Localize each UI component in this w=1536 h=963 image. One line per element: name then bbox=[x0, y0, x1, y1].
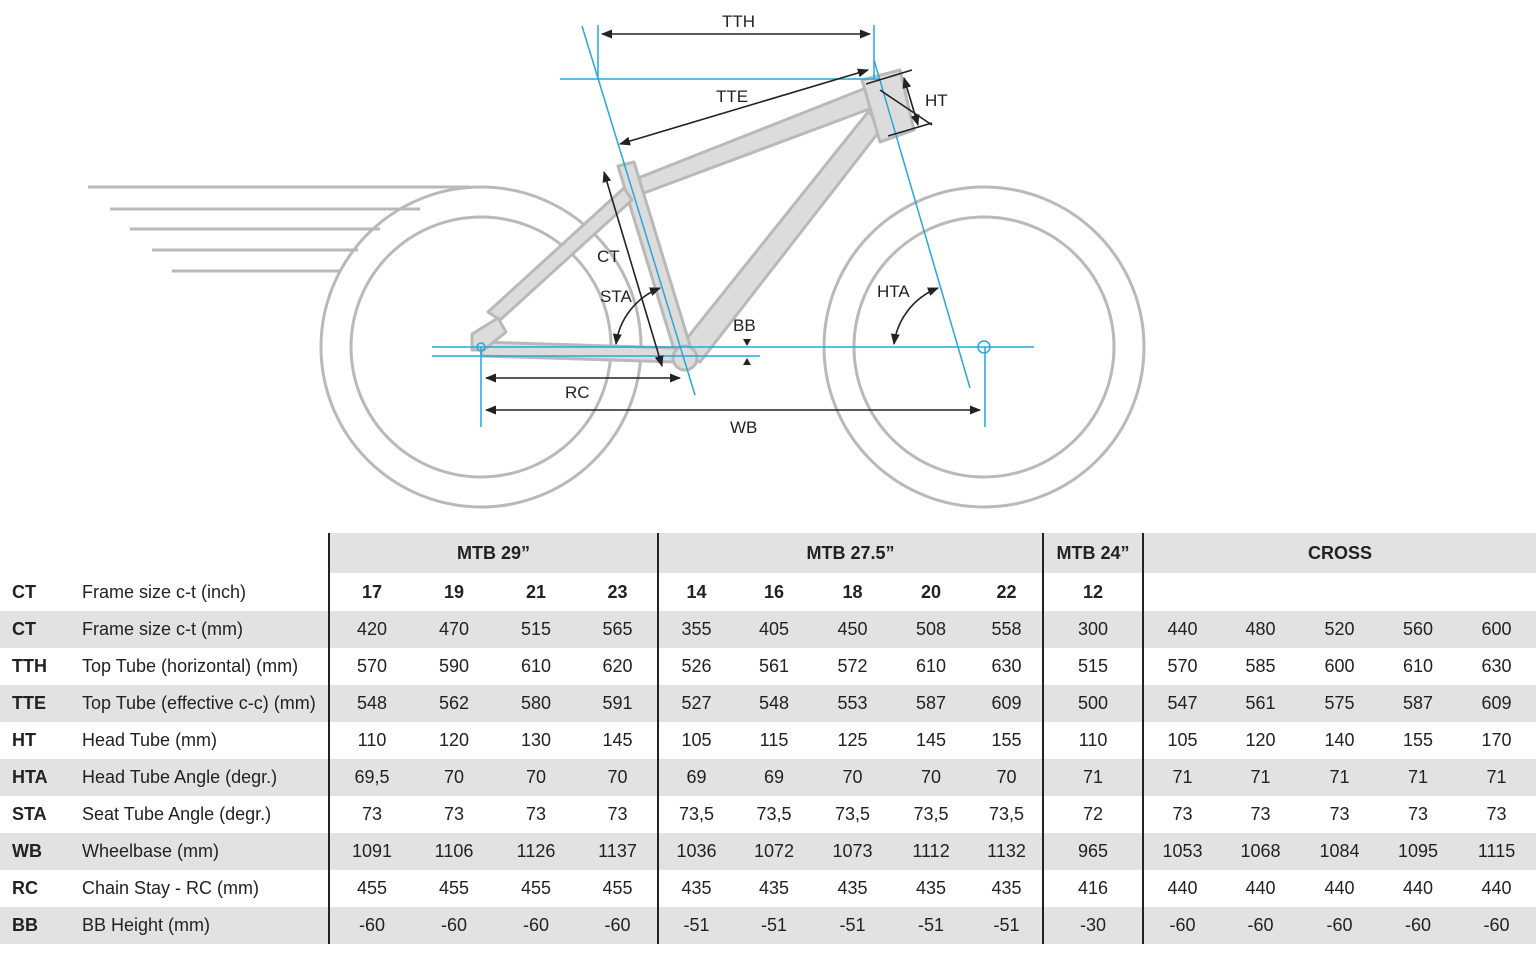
row-code: CT bbox=[12, 581, 36, 602]
table-cell: 70 bbox=[814, 759, 891, 796]
table-cell: -60 bbox=[1300, 907, 1379, 944]
table-cell: 70 bbox=[494, 759, 578, 796]
table-cell: 610 bbox=[1403, 656, 1434, 676]
table-cell: 548 bbox=[329, 685, 414, 722]
table-cell: 558 bbox=[971, 611, 1043, 648]
table-cell: 73 bbox=[1329, 804, 1350, 824]
table-cell: 1126 bbox=[494, 833, 578, 870]
table-cell: 19 bbox=[443, 581, 465, 602]
table-cell: 73,5 bbox=[913, 804, 949, 824]
row-code: CT bbox=[0, 611, 80, 648]
label-wb: WB bbox=[730, 418, 758, 437]
table-cell: 420 bbox=[329, 611, 414, 648]
table-cell: 526 bbox=[658, 648, 734, 685]
table-cell: 450 bbox=[814, 611, 891, 648]
table-cell: 585 bbox=[1245, 656, 1276, 676]
table-cell: 170 bbox=[1481, 730, 1512, 750]
row-code: HT bbox=[12, 730, 36, 750]
table-cell: 14 bbox=[658, 573, 734, 611]
table-cell: -51 bbox=[814, 907, 891, 944]
table-cell: 145 bbox=[915, 730, 947, 750]
group-header: MTB 24” bbox=[1043, 533, 1143, 573]
table-cell: 562 bbox=[414, 685, 494, 722]
table-cell: 71 bbox=[1143, 759, 1221, 796]
table-cell: 561 bbox=[758, 656, 790, 676]
table-cell: 22 bbox=[996, 581, 1017, 602]
row-label: Frame size c-t (inch) bbox=[82, 581, 247, 602]
table-cell: -60 bbox=[494, 907, 578, 944]
row-label: Seat Tube Angle (degr.) bbox=[82, 804, 272, 824]
table-cell: 1115 bbox=[1457, 833, 1536, 870]
table-cell: 73 bbox=[443, 804, 465, 824]
table-cell: 1036 bbox=[658, 833, 734, 870]
table-cell: 73,5 bbox=[756, 804, 792, 824]
table-cell: 965 bbox=[1043, 833, 1143, 870]
group-header: CROSS bbox=[1143, 533, 1536, 573]
label-hta: HTA bbox=[877, 282, 910, 301]
table-cell: 105 bbox=[1143, 722, 1221, 759]
table-cell: 1073 bbox=[814, 833, 891, 870]
table-cell: 455 bbox=[520, 878, 552, 898]
table-cell: 435 bbox=[658, 870, 734, 907]
table-row bbox=[0, 648, 1536, 685]
table-cell: 20 bbox=[921, 581, 942, 602]
table-cell: 1084 bbox=[1300, 833, 1379, 870]
table-cell: -60 bbox=[1221, 907, 1300, 944]
row-label: Top Tube (effective c-c) (mm) bbox=[80, 685, 329, 722]
table-cell: 440 bbox=[1245, 878, 1276, 898]
table-cell: 470 bbox=[414, 611, 494, 648]
table-cell: 591 bbox=[578, 685, 658, 722]
label-tte: TTE bbox=[716, 87, 749, 106]
table-cell: 69,5 bbox=[329, 759, 414, 796]
table-row bbox=[0, 870, 1536, 907]
table-row bbox=[0, 833, 1536, 870]
table-cell: 630 bbox=[991, 656, 1022, 676]
table-cell: 600 bbox=[1457, 611, 1536, 648]
table-cell: -51 bbox=[971, 907, 1043, 944]
table-cell bbox=[1457, 573, 1536, 611]
table-cell: 73 bbox=[525, 804, 547, 824]
label-tth: TTH bbox=[722, 12, 756, 31]
table-cell: 73 bbox=[329, 796, 414, 833]
table-row bbox=[0, 907, 1536, 944]
table-cell: 71 bbox=[1300, 759, 1379, 796]
table-cell: 70 bbox=[414, 759, 494, 796]
table-cell: 110 bbox=[1043, 722, 1143, 759]
table-cell: 73,5 bbox=[834, 804, 871, 824]
table-cell: 455 bbox=[329, 870, 414, 907]
table-cell: 416 bbox=[1043, 870, 1143, 907]
bb-height-markers bbox=[743, 339, 751, 365]
table-cell: 17 bbox=[329, 573, 414, 611]
table-cell: 73,5 bbox=[989, 804, 1025, 824]
table-cell: 1106 bbox=[414, 833, 494, 870]
table-cell: 70 bbox=[891, 759, 971, 796]
table-cell: 70 bbox=[971, 759, 1043, 796]
table-cell: 300 bbox=[1043, 611, 1143, 648]
table-cell: 1068 bbox=[1221, 833, 1300, 870]
table-cell: 440 bbox=[1143, 870, 1221, 907]
table-cell: 1091 bbox=[329, 833, 414, 870]
table-cell: 73 bbox=[1486, 804, 1507, 824]
table-cell: 508 bbox=[891, 611, 971, 648]
row-label: Frame size c-t (mm) bbox=[80, 611, 329, 648]
label-rc: RC bbox=[565, 383, 590, 402]
table-cell: 561 bbox=[1221, 685, 1300, 722]
row-code: RC bbox=[12, 878, 38, 898]
table-cell: 12 bbox=[1043, 573, 1143, 611]
table-cell: -60 bbox=[1379, 907, 1457, 944]
table-cell: 73 bbox=[607, 804, 628, 824]
label-sta: STA bbox=[600, 287, 632, 306]
table-cell: 435 bbox=[837, 878, 868, 898]
table-cell: 130 bbox=[520, 730, 552, 750]
table-cell: 587 bbox=[891, 685, 971, 722]
table-cell: 120 bbox=[1245, 730, 1276, 750]
table-cell: 72 bbox=[1043, 796, 1143, 833]
table-cell: 560 bbox=[1379, 611, 1457, 648]
row-code: HTA bbox=[0, 759, 80, 796]
table-cell: 18 bbox=[842, 581, 863, 602]
speed-lines bbox=[88, 187, 470, 271]
table-cell: 480 bbox=[1221, 611, 1300, 648]
table-cell: 1137 bbox=[578, 833, 658, 870]
table-cell: 515 bbox=[494, 611, 578, 648]
table-cell: 71 bbox=[1221, 759, 1300, 796]
table-cell: 155 bbox=[1403, 730, 1434, 750]
table-cell: 73 bbox=[1143, 796, 1221, 833]
group-header-row bbox=[0, 533, 1536, 573]
table-cell: 570 bbox=[1143, 648, 1221, 685]
table-cell: 548 bbox=[734, 685, 814, 722]
row-code: WB bbox=[0, 833, 80, 870]
label-bb: BB bbox=[733, 316, 756, 335]
row-label: Top Tube (horizontal) (mm) bbox=[82, 656, 299, 676]
table-cell bbox=[1221, 573, 1300, 611]
row-label: Head Tube Angle (degr.) bbox=[80, 759, 329, 796]
table-cell: 570 bbox=[329, 648, 414, 685]
table-cell: 435 bbox=[991, 878, 1022, 898]
table-row bbox=[0, 759, 1536, 796]
table-cell: 609 bbox=[1457, 685, 1536, 722]
table-cell bbox=[1300, 573, 1379, 611]
table-cell: 1132 bbox=[971, 833, 1043, 870]
table-cell: 73,5 bbox=[658, 796, 734, 833]
table-cell: 455 bbox=[602, 878, 633, 898]
table-cell: 630 bbox=[1481, 656, 1512, 676]
table-cell: 105 bbox=[658, 722, 734, 759]
table-cell: 575 bbox=[1300, 685, 1379, 722]
table-cell bbox=[1379, 573, 1457, 611]
label-ct: CT bbox=[597, 247, 620, 266]
table-cell: 600 bbox=[1324, 656, 1355, 676]
table-cell: 120 bbox=[438, 730, 470, 750]
size-row bbox=[0, 573, 1536, 611]
table-cell: -30 bbox=[1043, 907, 1143, 944]
row-label: Wheelbase (mm) bbox=[80, 833, 329, 870]
table-cell: 69 bbox=[658, 759, 734, 796]
table-cell: 580 bbox=[494, 685, 578, 722]
table-cell: -60 bbox=[329, 907, 414, 944]
table-cell: 440 bbox=[1143, 611, 1221, 648]
group-header: MTB 27.5” bbox=[658, 533, 1043, 573]
table-cell: 1095 bbox=[1379, 833, 1457, 870]
header-blank bbox=[0, 533, 329, 573]
table-cell: 435 bbox=[915, 878, 947, 898]
table-cell: 21 bbox=[525, 581, 547, 602]
table-cell: 71 bbox=[1379, 759, 1457, 796]
table-cell: 440 bbox=[1324, 878, 1355, 898]
table-cell: 1053 bbox=[1143, 833, 1221, 870]
table-cell: 527 bbox=[658, 685, 734, 722]
row-code: BB bbox=[0, 907, 80, 944]
row-label: Chain Stay - RC (mm) bbox=[82, 878, 260, 898]
table-cell: -60 bbox=[1457, 907, 1536, 944]
table-cell: 440 bbox=[1403, 878, 1434, 898]
table-row bbox=[0, 722, 1536, 759]
table-row bbox=[0, 611, 1536, 648]
table-cell: -60 bbox=[578, 907, 658, 944]
table-cell: 547 bbox=[1143, 685, 1221, 722]
table-cell: 145 bbox=[602, 730, 633, 750]
row-code: STA bbox=[12, 804, 47, 824]
table-cell: 520 bbox=[1300, 611, 1379, 648]
table-cell: -51 bbox=[658, 907, 734, 944]
table-cell: 572 bbox=[837, 656, 868, 676]
table-cell: 1112 bbox=[891, 833, 971, 870]
table-cell: 565 bbox=[578, 611, 658, 648]
geometry-table bbox=[0, 533, 1536, 944]
table-cell: 590 bbox=[438, 656, 470, 676]
table-cell: 609 bbox=[971, 685, 1043, 722]
table-row bbox=[0, 796, 1536, 833]
table-cell: 73 bbox=[1250, 804, 1271, 824]
table-cell: 440 bbox=[1481, 878, 1512, 898]
table-cell: 435 bbox=[758, 878, 790, 898]
table-cell: 110 bbox=[329, 722, 414, 759]
row-label: Head Tube (mm) bbox=[82, 730, 218, 750]
table-cell: 70 bbox=[578, 759, 658, 796]
table-cell: 553 bbox=[814, 685, 891, 722]
table-cell: 610 bbox=[520, 656, 552, 676]
table-cell: 140 bbox=[1324, 730, 1355, 750]
table-cell: 73 bbox=[1408, 804, 1429, 824]
table-cell: 23 bbox=[607, 581, 628, 602]
table-cell: -51 bbox=[891, 907, 971, 944]
table-cell: 69 bbox=[734, 759, 814, 796]
row-code: TTE bbox=[0, 685, 80, 722]
table-cell: 71 bbox=[1043, 759, 1143, 796]
table-cell: 405 bbox=[734, 611, 814, 648]
table-cell: 355 bbox=[658, 611, 734, 648]
table-cell: -51 bbox=[734, 907, 814, 944]
table-cell: 500 bbox=[1043, 685, 1143, 722]
table-cell: 587 bbox=[1379, 685, 1457, 722]
table-cell: 620 bbox=[602, 656, 633, 676]
table-cell bbox=[1143, 573, 1221, 611]
label-ht: HT bbox=[925, 91, 948, 110]
table-cell: 125 bbox=[837, 730, 868, 750]
reference-lines bbox=[432, 25, 1034, 427]
table-cell: 455 bbox=[438, 878, 470, 898]
table-cell: 610 bbox=[915, 656, 947, 676]
row-label: BB Height (mm) bbox=[80, 907, 329, 944]
group-header: MTB 29” bbox=[329, 533, 658, 573]
bike-frame bbox=[472, 70, 914, 370]
table-cell: -60 bbox=[414, 907, 494, 944]
table-cell: 115 bbox=[759, 730, 789, 750]
table-cell: 16 bbox=[764, 581, 785, 602]
row-code: TTH bbox=[12, 656, 47, 676]
table-cell: 155 bbox=[991, 730, 1022, 750]
table-cell: -60 bbox=[1143, 907, 1221, 944]
table-cell: 71 bbox=[1457, 759, 1536, 796]
table-cell: 1072 bbox=[734, 833, 814, 870]
table-row bbox=[0, 685, 1536, 722]
table-cell: 515 bbox=[1043, 648, 1143, 685]
